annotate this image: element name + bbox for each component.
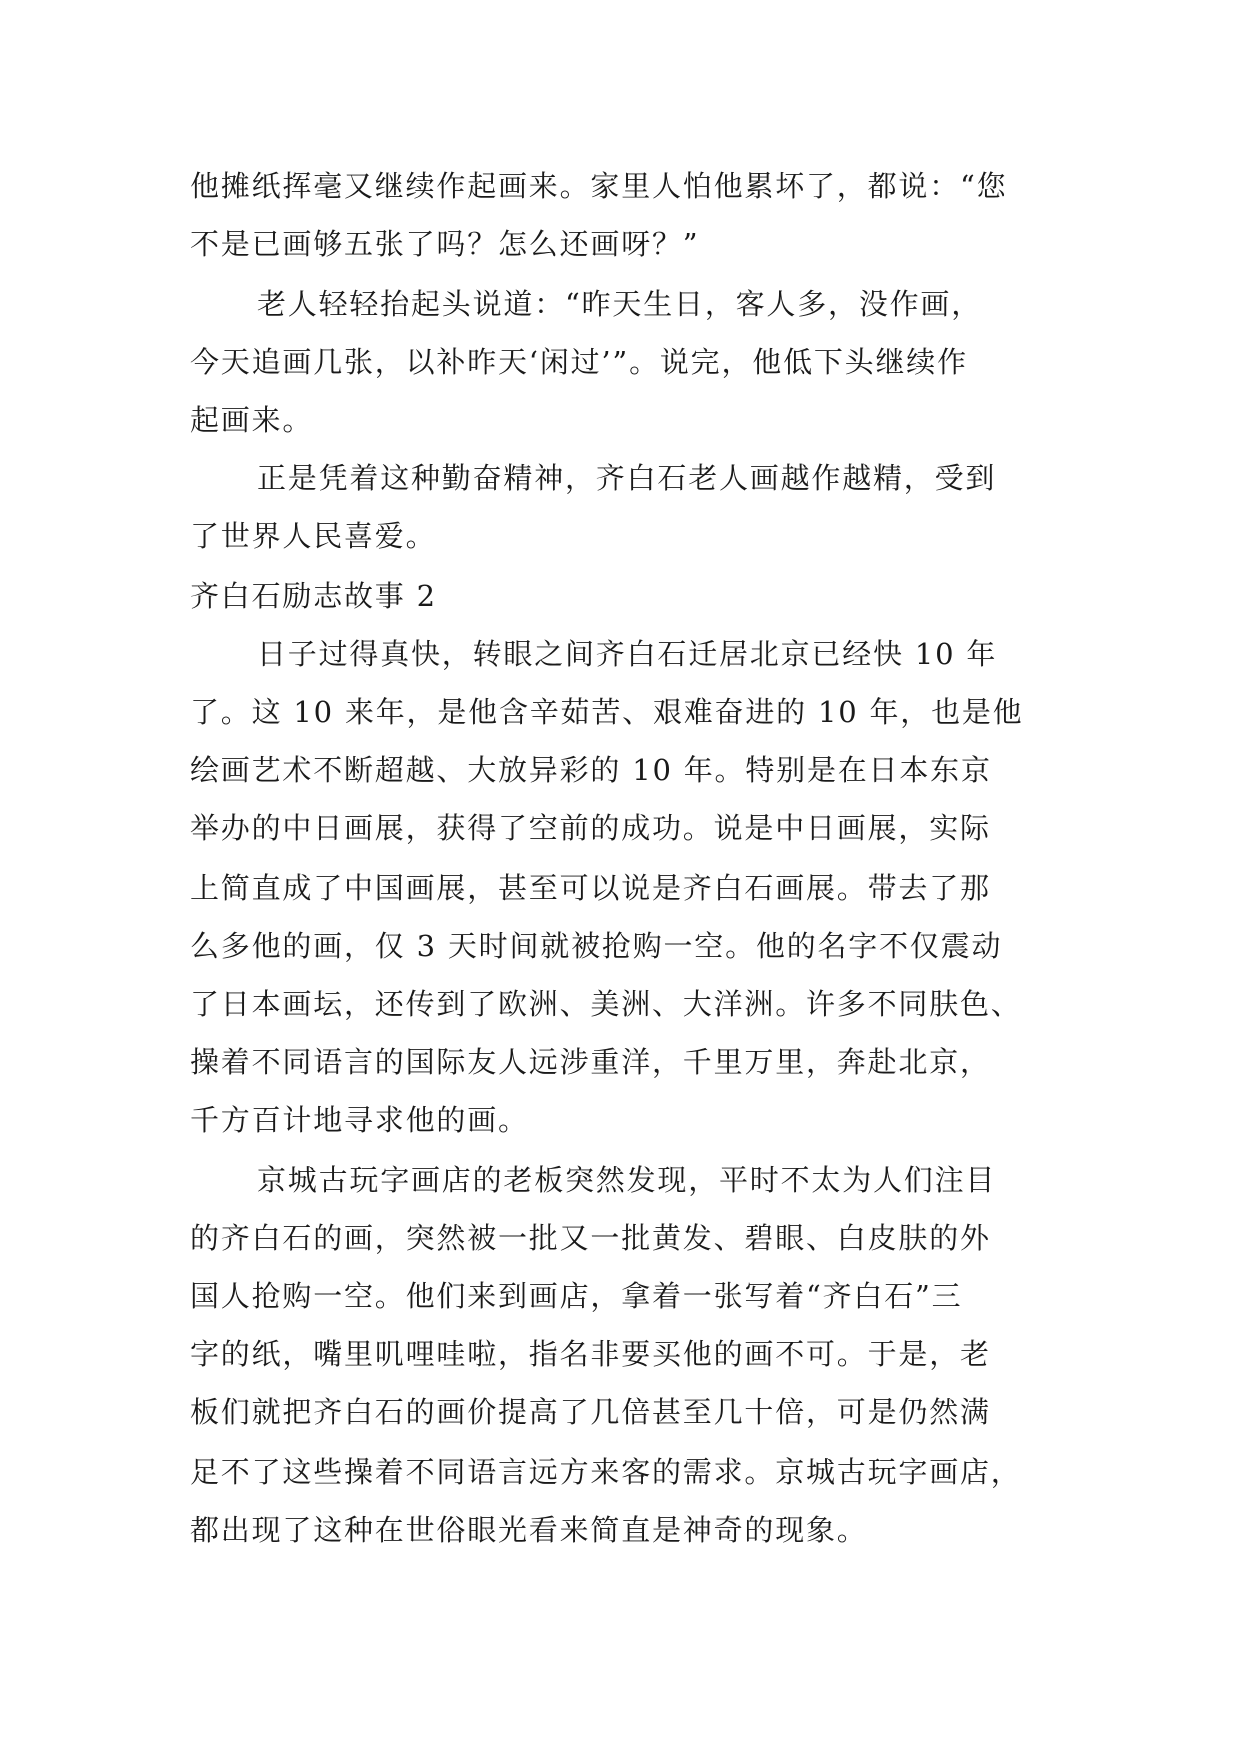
text-line: 国人抢购一空。他们来到画店，拿着一张写着“齐白石”三	[190, 1279, 963, 1313]
text-line: 千方百计地寻求他的画。	[190, 1103, 529, 1137]
section-heading: 齐白石励志故事 2	[190, 579, 437, 613]
text-line: 举办的中日画展，获得了空前的成功。说是中日画展，实际	[190, 811, 991, 845]
text-line: 了。这 10 来年，是他含辛茹苦、艰难奋进的 10 年，也是他	[190, 695, 1024, 729]
text-line: 了世界人民喜爱。	[190, 519, 437, 553]
text-line: 的齐白石的画，突然被一批又一批黄发、碧眼、白皮肤的外	[190, 1221, 991, 1255]
text-line: 上简直成了中国画展，甚至可以说是齐白石画展。带去了那	[190, 871, 991, 905]
text-line: 今天追画几张，以补昨天‘闲过’”。说完，他低下头继续作	[190, 345, 968, 379]
paragraph-start-line: 正是凭着这种勤奋精神，齐白石老人画越作越精，受到	[257, 461, 997, 495]
text-line: 他摊纸挥毫又继续作起画来。家里人怕他累坏了，都说：“您	[190, 169, 1008, 203]
text-line: 都出现了这种在世俗眼光看来简直是神奇的现象。	[190, 1513, 868, 1547]
text-line: 板们就把齐白石的画价提高了几倍甚至几十倍，可是仍然满	[190, 1395, 991, 1429]
text-line: 不是已画够五张了吗？怎么还画呀？”	[190, 227, 700, 261]
text-line: 么多他的画，仅 3 天时间就被抢购一空。他的名字不仅震动	[190, 929, 1003, 963]
text-line: 了日本画坛，还传到了欧洲、美洲、大洋洲。许多不同肤色、	[190, 987, 1022, 1021]
text-line: 足不了这些操着不同语言远方来客的需求。京城古玩字画店，	[190, 1455, 1022, 1489]
paragraph-start-line: 京城古玩字画店的老板突然发现，平时不太为人们注目	[257, 1163, 997, 1197]
paragraph-start-line: 日子过得真快，转眼之间齐白石迁居北京已经快 10 年	[257, 637, 998, 671]
text-line: 绘画艺术不断超越、大放异彩的 10 年。特别是在日本东京	[190, 753, 992, 787]
paragraph-start-line: 老人轻轻抬起头说道：“昨天生日，客人多，没作画，	[257, 287, 983, 321]
text-line: 起画来。	[190, 403, 314, 437]
text-line: 字的纸，嘴里叽哩哇啦，指名非要买他的画不可。于是，老	[190, 1337, 991, 1371]
text-line: 操着不同语言的国际友人远涉重洋，千里万里，奔赴北京，	[190, 1045, 991, 1079]
